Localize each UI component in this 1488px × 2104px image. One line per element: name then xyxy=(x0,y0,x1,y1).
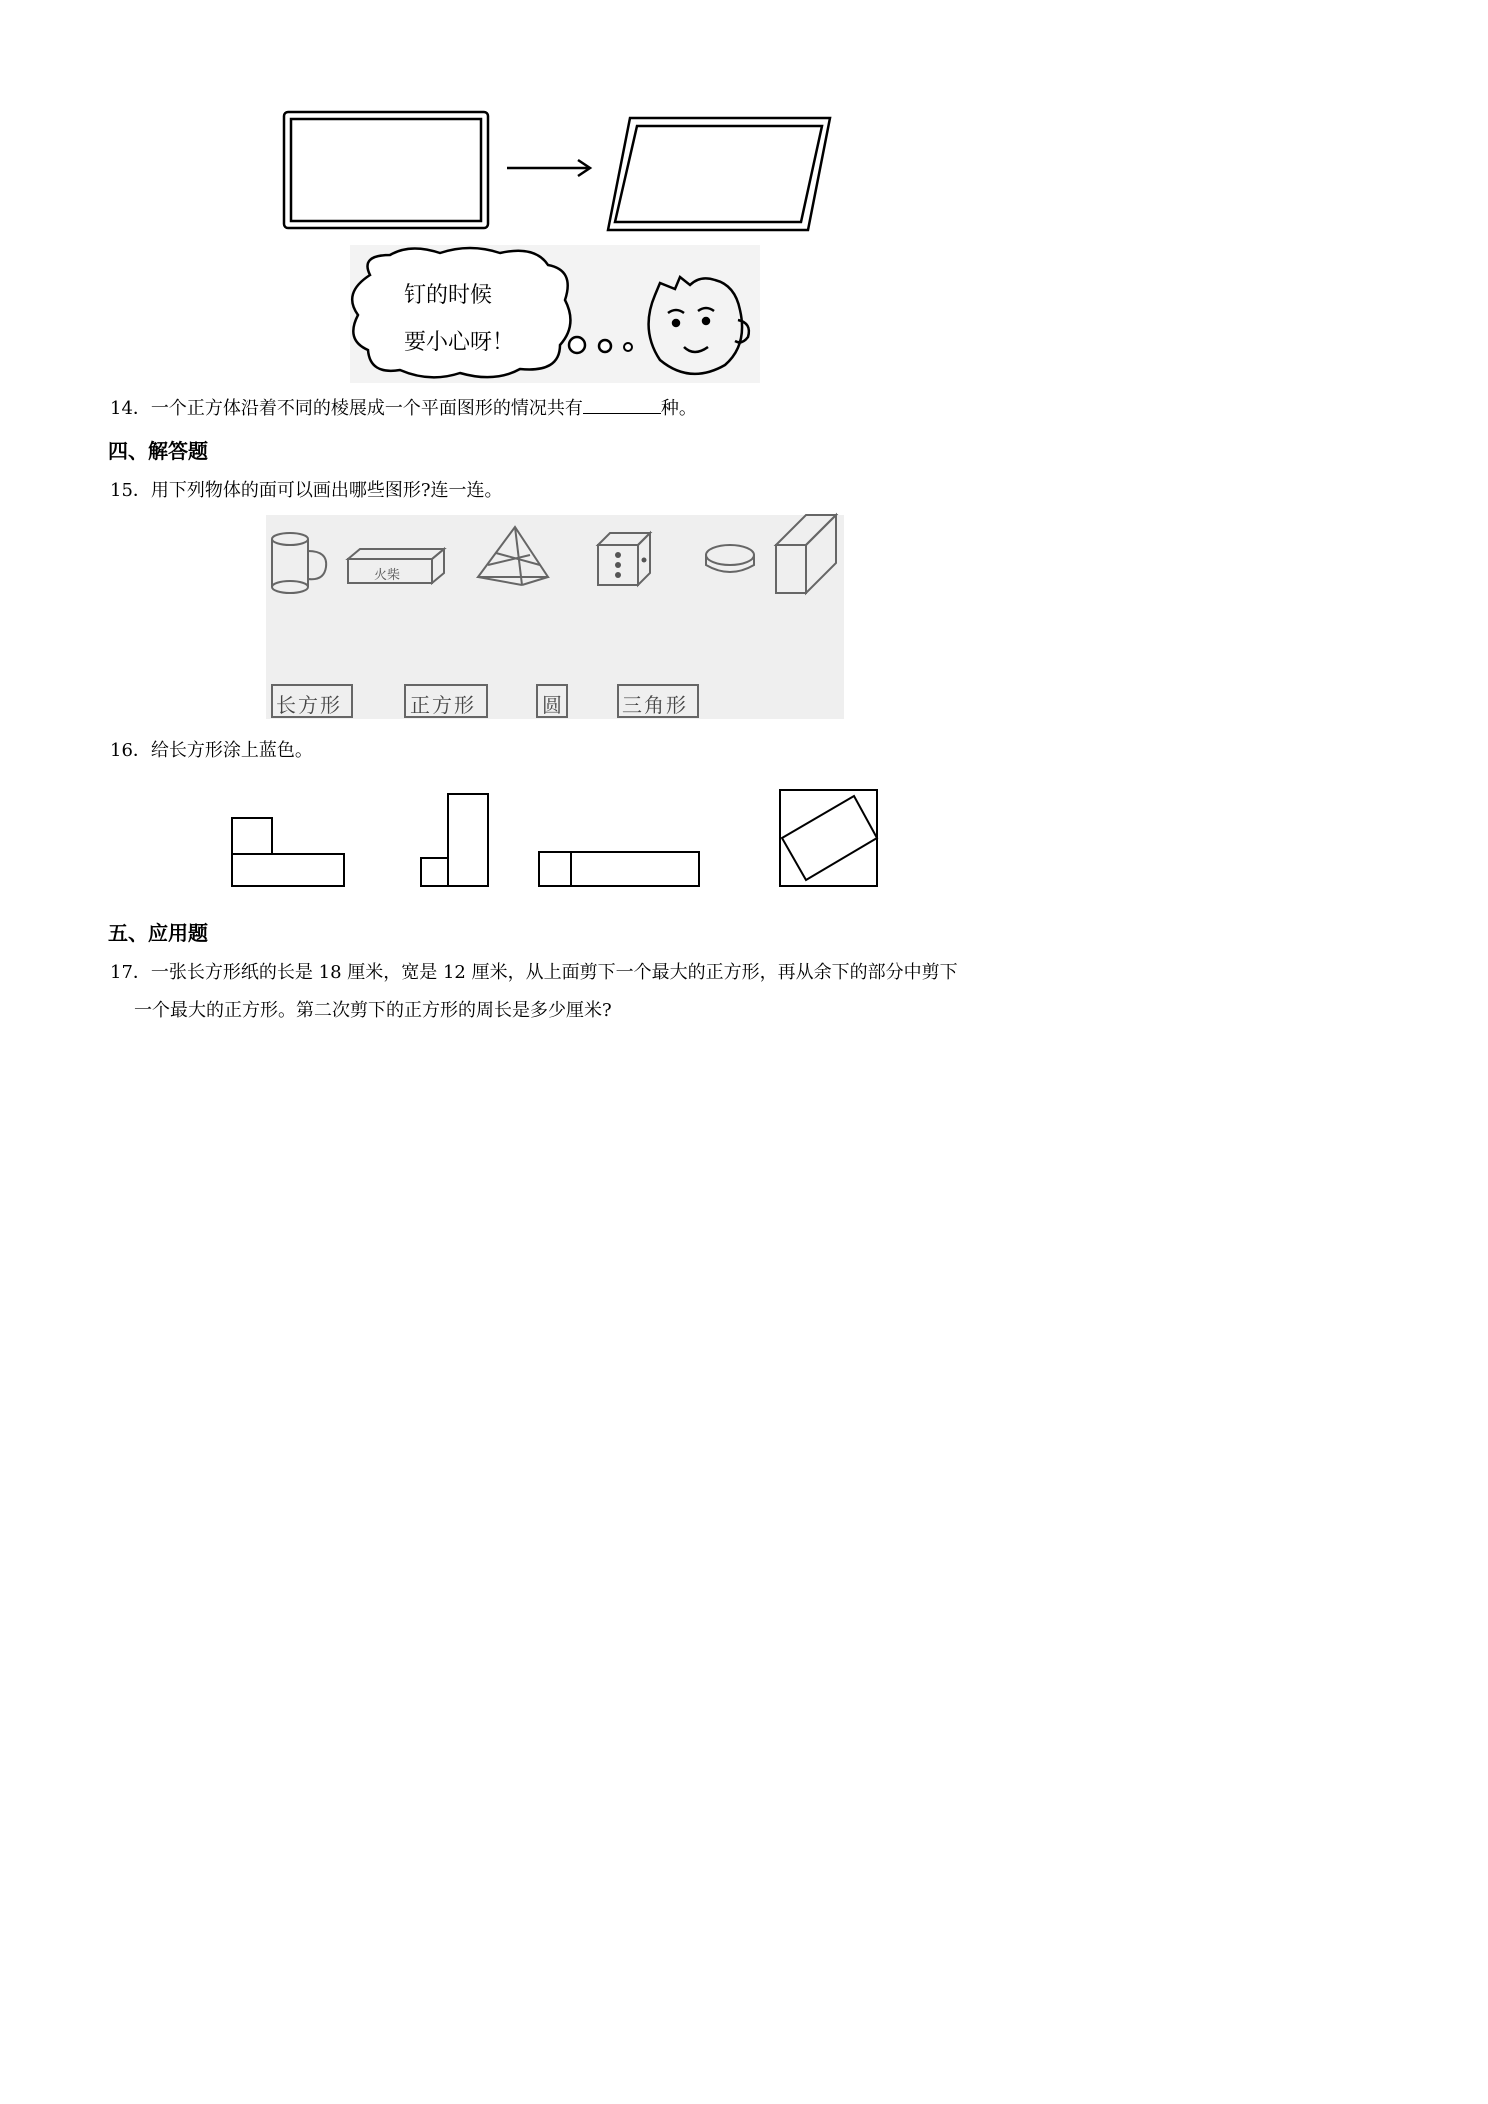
thought-cloud xyxy=(352,248,570,377)
bubble-text-line1: 钉的时候 xyxy=(404,283,493,308)
question-text: 一张长方形纸的长是 18 厘米，宽是 12 厘米，从上面剪下一个最大的正方形，再从余下的部分中剪下 xyxy=(150,962,958,983)
thought-bubble-illustration xyxy=(0,245,1104,395)
shape-label: 正方形 xyxy=(410,693,476,717)
question-text: 给长方形涂上蓝色。 xyxy=(150,740,313,761)
rotated-rectangle-shape xyxy=(782,796,877,880)
question-16 xyxy=(110,738,313,764)
square-shape xyxy=(232,818,272,854)
question-15 xyxy=(110,478,503,504)
question-number: 16． xyxy=(110,740,151,761)
question-17-line1 xyxy=(110,960,958,986)
question-17-line2: 一个最大的正方形。第二次剪下的正方形的周长是多少厘米? xyxy=(134,1000,612,1021)
thought-dot xyxy=(624,343,632,351)
thought-dot xyxy=(599,340,611,352)
rectangle-shape xyxy=(571,852,699,886)
rectangles-figure xyxy=(0,790,1104,900)
section-title: 四、解答题 xyxy=(108,439,208,463)
question-number: 14． xyxy=(110,398,151,419)
square-shape xyxy=(780,790,877,886)
square-shape xyxy=(539,852,571,886)
bubble-text-line2: 要小心呀！ xyxy=(404,330,515,355)
matchbox-label: 火柴 xyxy=(374,568,401,583)
parallelogram-frame xyxy=(608,118,830,230)
shape-label: 长方形 xyxy=(276,693,342,717)
rectangle-shape xyxy=(448,794,488,886)
answer-blank[interactable] xyxy=(583,395,661,414)
question-14 xyxy=(110,395,697,422)
question-number: 15． xyxy=(110,480,151,501)
rectangle-shape xyxy=(232,854,344,886)
question-number: 17． xyxy=(110,962,151,983)
shape-label: 三角形 xyxy=(622,693,688,717)
question-text: 一个正方体沿着不同的棱展成一个平面图形的情况共有 xyxy=(150,398,583,419)
frame-deformation-figure xyxy=(0,0,1104,240)
question-text-after: 种。 xyxy=(660,398,697,419)
rectangle-frame xyxy=(284,112,488,228)
question-text: 用下列物体的面可以画出哪些图形?连一连。 xyxy=(150,480,503,501)
square-shape xyxy=(421,858,448,886)
shape-label: 圆 xyxy=(542,693,562,717)
section-title: 五、应用题 xyxy=(108,921,208,945)
thought-dot xyxy=(569,337,585,353)
